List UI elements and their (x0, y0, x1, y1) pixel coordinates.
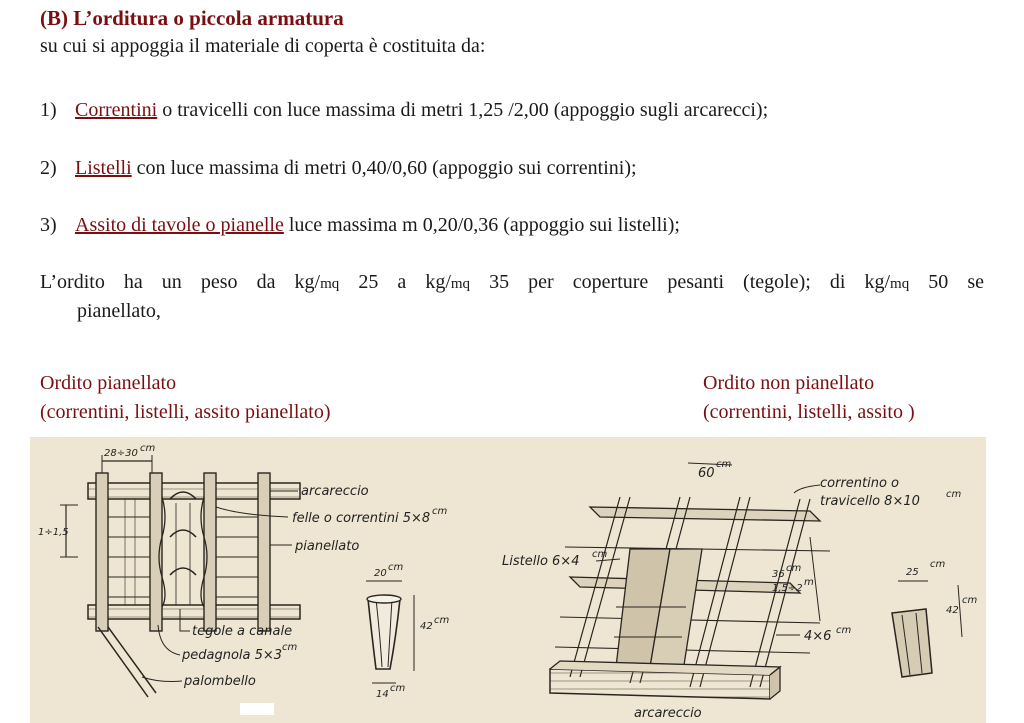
label-dim3: 4×6 (804, 629, 832, 644)
list-item-text: con luce massima di metri 0,40/0,60 (appoggio sui correntini); (131, 157, 637, 179)
label-felle: felle o correntini 5×8 (292, 511, 431, 526)
section-title: (B) L’orditura o piccola armatura (40, 6, 344, 30)
caption-left-subtitle: (correntini, listelli, assito pianellato) (40, 401, 331, 423)
label-unit: cm (432, 506, 448, 517)
weight-paragraph (40, 270, 984, 296)
label-arcareccio: arcareccio (301, 484, 369, 499)
paragraph-text: 25 a kg/ (339, 271, 451, 293)
unit-text: mq (320, 276, 340, 292)
caption-right-subtitle: (correntini, listelli, assito ) (703, 401, 915, 423)
caption-right-title: Ordito non pianellato (703, 372, 875, 394)
tile-height-label: 42 (946, 605, 959, 616)
dim-height-label: 1÷1,5 (38, 527, 69, 538)
label-dim2: 1,5÷2 (772, 583, 803, 594)
dim-width-label: 28÷30 (104, 448, 138, 459)
label-pedagnola: pedagnola 5×3 (182, 648, 283, 663)
tile-unit-label: cm (390, 683, 406, 694)
tile-unit-label: cm (388, 562, 404, 573)
tile-height-label: 42 (420, 621, 433, 632)
list-item-term: Listelli (75, 157, 132, 179)
list-item (40, 98, 768, 122)
tile-unit-label: cm (434, 615, 450, 626)
label-tegole: tegole a canale (192, 624, 293, 639)
roof-framing-illustration (30, 437, 986, 723)
list-item-text: luce massima m 0,20/0,36 (appoggio sui listelli); (283, 214, 680, 236)
dim-unit-label: cm (140, 443, 156, 454)
unit-text: mq (450, 276, 471, 292)
list-item (40, 156, 637, 180)
paragraph-text: 50 se (909, 271, 984, 293)
label-travicello: travicello 8×10 (820, 494, 920, 509)
list-item-text: o travicelli con luce massima di metri 1,25 /2,00 (appoggio sugli arcarecci); (157, 99, 769, 121)
label-unit: cm (282, 642, 298, 653)
list-item-term: Correntini (75, 99, 158, 121)
label-palombello: palombello (184, 674, 256, 689)
label-unit: m (804, 577, 814, 588)
paragraph-text: L’ordito ha un peso da kg/ (40, 271, 321, 293)
label-unit: cm (946, 489, 962, 500)
list-item-number: 3) (40, 214, 57, 236)
white-patch (240, 703, 274, 715)
unit-text: mq (890, 276, 910, 292)
label-unit: cm (786, 563, 802, 574)
tile-width-label: 25 (906, 567, 919, 578)
caption-left-title: Ordito pianellato (40, 372, 177, 394)
label-pianellato: pianellato (295, 539, 360, 554)
list-item-term: Assito di tavole o pianelle (75, 214, 284, 236)
paragraph-text: 35 per coperture pesanti (tegole); di kg/ (470, 271, 891, 293)
list-item-number: 1) (40, 99, 57, 121)
roof-framing-drawing (30, 437, 986, 723)
label-unit: cm (592, 549, 608, 560)
tile-base-label: 14 (376, 689, 389, 700)
label-spacing: 60 (698, 466, 715, 481)
weight-paragraph-line2: pianellato, (77, 300, 161, 322)
label-unit: cm (716, 459, 732, 470)
tile-unit-label: cm (962, 595, 978, 606)
list-item-number: 2) (40, 157, 57, 179)
label-arcareccio-right: arcareccio (634, 706, 702, 721)
tile-width-label: 20 (374, 568, 387, 579)
label-unit: cm (836, 625, 852, 636)
section-subtitle: su cui si appoggia il materiale di coperta è costituita da: (40, 35, 486, 57)
label-correntino: correntino o (820, 476, 900, 491)
tile-unit-label: cm (930, 559, 946, 570)
label-dim1: 36 (772, 569, 785, 580)
list-item (40, 213, 680, 237)
label-listello: Listello 6×4 (502, 554, 580, 569)
